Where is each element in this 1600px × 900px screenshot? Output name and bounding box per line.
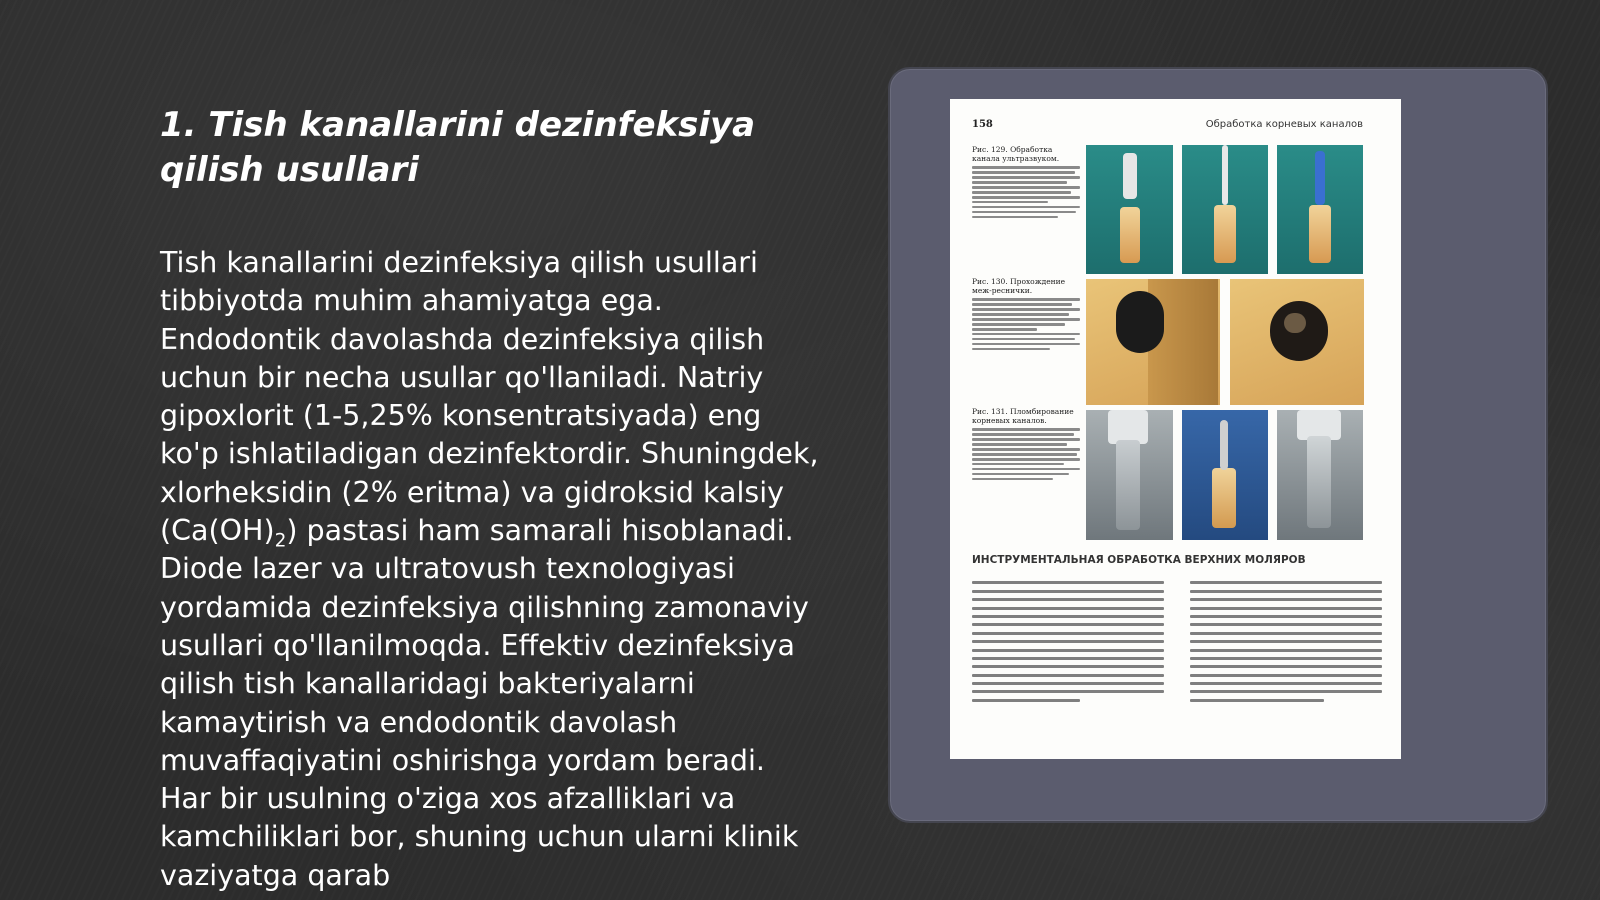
figure-caption-131 (972, 407, 1080, 483)
running-head: Обработка корневых каналов (1205, 119, 1363, 130)
figure-photo-obturation (1182, 410, 1268, 540)
figure-caption-130 (972, 277, 1080, 353)
figure-caption-title: Рис. 129. Обработка канала ультразвуком. (972, 145, 1060, 163)
section-heading: ИНСТРУМЕНТАЛЬНАЯ ОБРАБОТКА ВЕРХНИХ МОЛЯРОВ (972, 554, 1306, 566)
slide-body-text (160, 244, 820, 895)
body-text-subscript: 2 (274, 530, 287, 552)
text-column-right (1190, 576, 1382, 707)
figure-photo-ultrasonic-1 (1086, 145, 1173, 274)
figure-photo-access-cavity-1 (1086, 279, 1220, 405)
book-page-image (950, 99, 1401, 759)
body-text-part-1: Tish kanallarini dezinfeksiya qilish usullari tibbiyotda muhim ahamiyatga ega. Endodontik davolashda dezinfeksiya qilish uchun bir necha usullar qo'llaniladi. Natriy gipoxlorit (1-5,25% konsentratsiyada) eng ko'p ishlatiladigan dezinfektordir. Shuningdek, xlorheksidin (2% eritma) va gidroksid kalsiy (Ca(OH) (160, 246, 819, 548)
figure-photo-ultrasonic-2 (1182, 145, 1268, 274)
figure-photo-xray-1 (1086, 410, 1173, 540)
figure-caption-title: Рис. 131. Пломбирование корневых каналов. (972, 407, 1074, 425)
figure-caption-129 (972, 145, 1080, 221)
figure-caption-title: Рис. 130. Прохождение меж-реснички. (972, 277, 1066, 295)
figure-photo-access-cavity-2 (1230, 279, 1364, 405)
figure-photo-xray-2 (1277, 410, 1363, 540)
body-text-part-2: ) pastasi ham samarali hisoblanadi. Diode lazer va ultratovush texnologiyasi yordamida dezinfeksiya qilishning zamonaviy usullari qo'llanilmoqda. Effektiv dezinfeksiya qilish tish kanallaridagi bakteriyalarni kamaytirish va endodontik davolash muvaffaqiyatini oshirishga yordam beradi. Har bir usulning o'ziga xos afzalliklari va kamchiliklari bor, shuning uchun ularni klinik vaziyatga qarab (160, 514, 809, 892)
text-column-left (972, 576, 1164, 707)
slide-title: 1. Tish kanallarini dezinfeksiya qilish usullari (160, 105, 756, 190)
figure-photo-ultrasonic-3 (1277, 145, 1363, 274)
page-number: 158 (972, 119, 993, 130)
